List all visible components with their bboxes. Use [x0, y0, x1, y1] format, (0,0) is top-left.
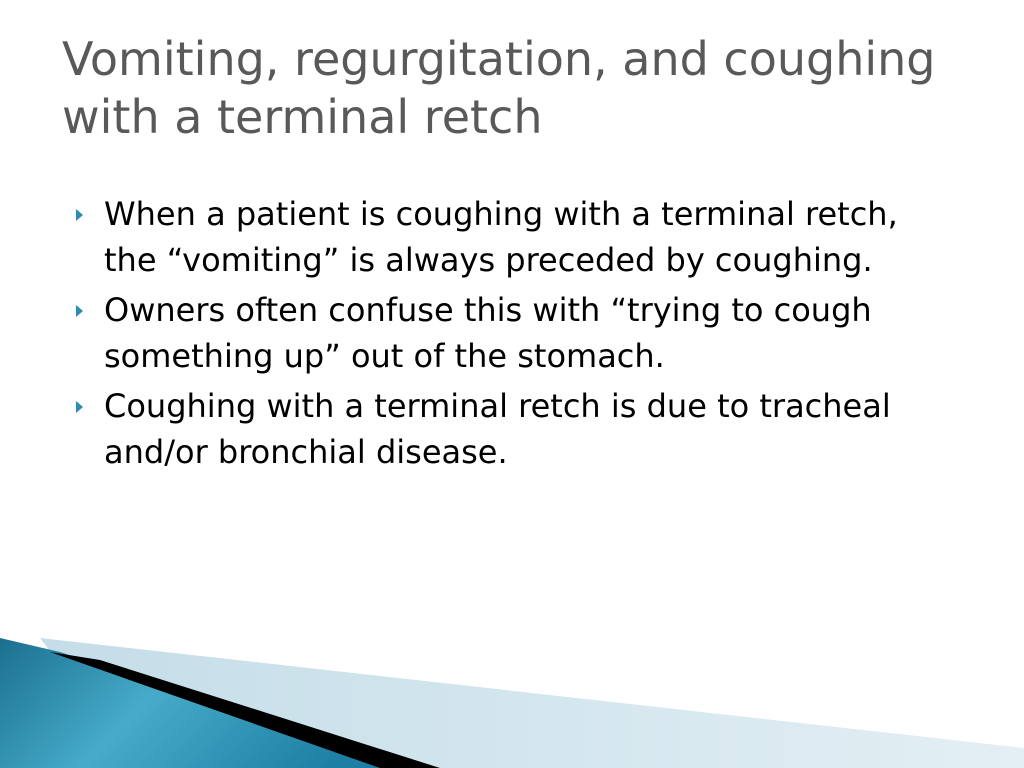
slide-title: Vomiting, regurgitation, and coughing with a terminal retch — [62, 32, 936, 144]
triangle-bullet-icon — [76, 305, 83, 317]
corner-decoration — [0, 638, 1024, 768]
triangle-bullet-icon — [76, 209, 83, 221]
bullet-item — [74, 288, 954, 379]
bullet-list — [74, 192, 954, 480]
bullet-text: When a patient is coughing with a terminal retch, the “vomiting” is always preceded by coughing. — [104, 195, 898, 279]
bullet-text: Owners often confuse this with “trying to cough something up” out of the stomach. — [104, 291, 872, 375]
bullet-item — [74, 192, 954, 283]
triangle-bullet-icon — [76, 401, 83, 413]
bullet-item — [74, 384, 954, 475]
bullet-text: Coughing with a terminal retch is due to tracheal and/or bronchial disease. — [104, 387, 891, 471]
